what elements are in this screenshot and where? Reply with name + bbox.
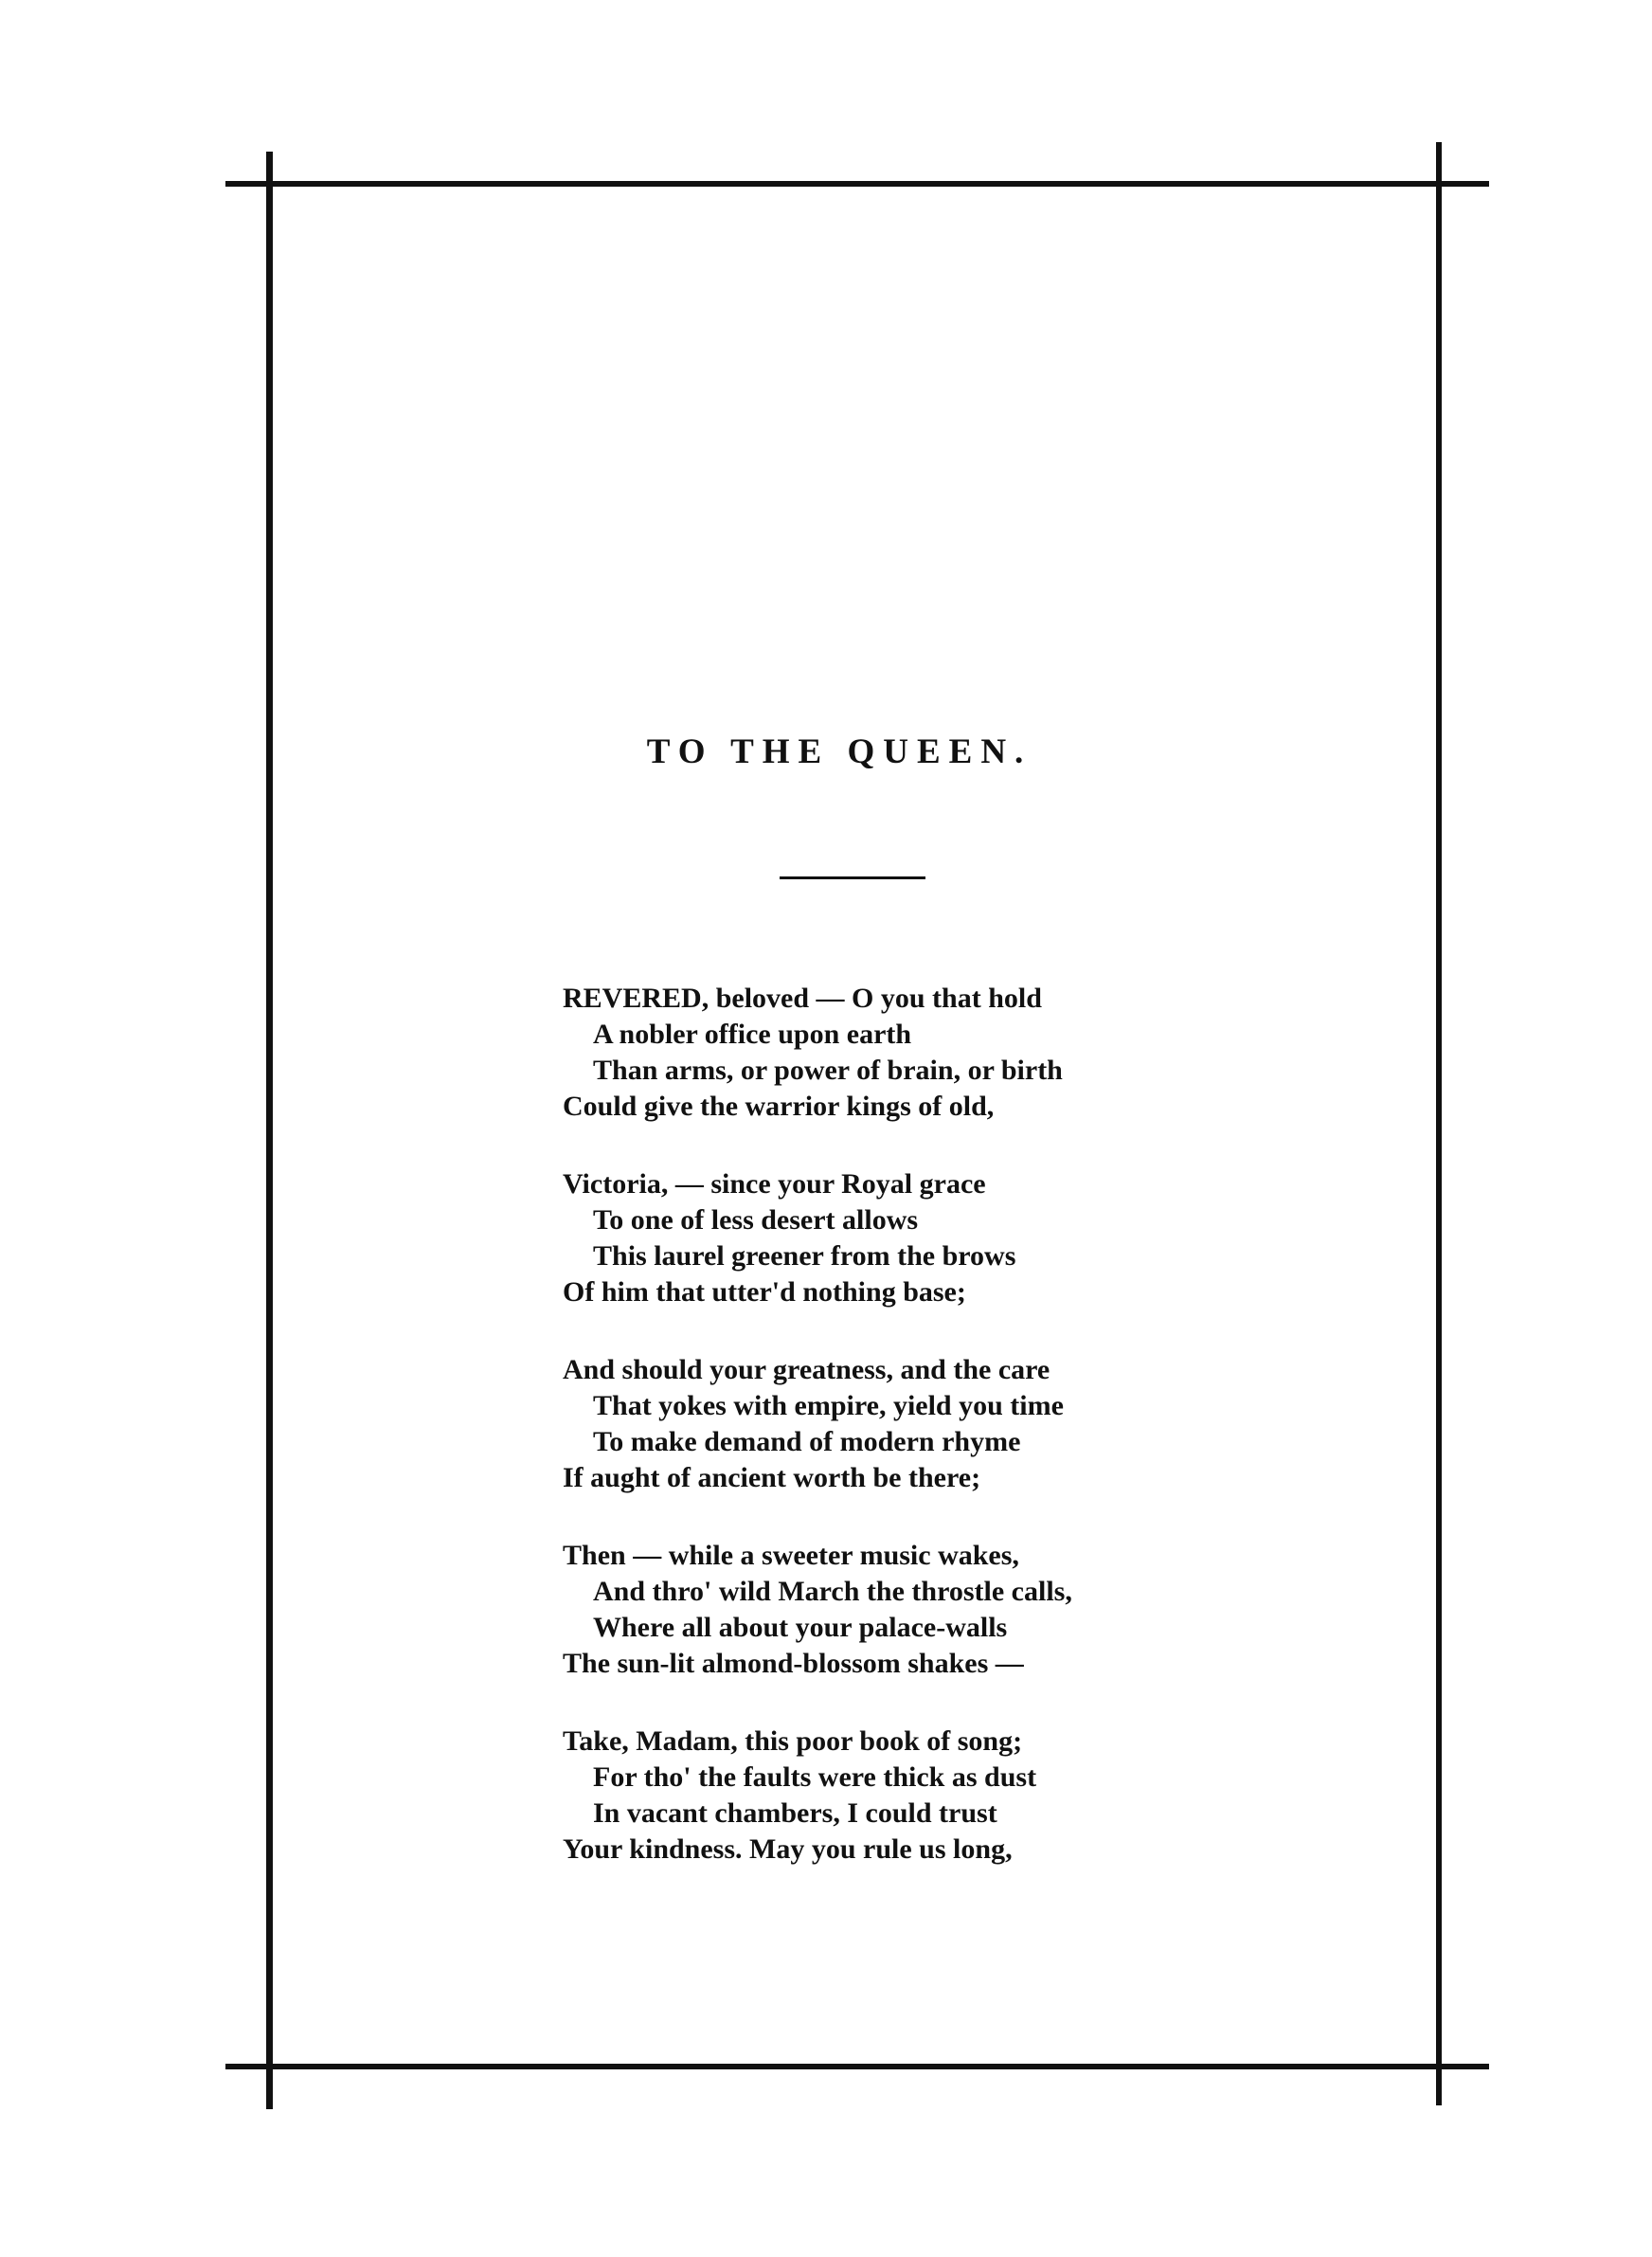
- poem-line: For tho' the faults were thick as dust: [593, 1761, 1037, 1793]
- stanza: [563, 1538, 1245, 1682]
- poem-line: Where all about your palace-walls: [593, 1612, 1008, 1643]
- poem-line: Of him that utter'd nothing base;: [563, 1276, 966, 1308]
- top-border-rule: [225, 181, 1489, 187]
- stanza: [563, 1166, 1245, 1310]
- stanza: [563, 1352, 1245, 1496]
- poem-line: And should your greatness, and the care: [563, 1354, 1050, 1385]
- poem-line: A nobler office upon earth: [593, 1019, 912, 1050]
- poem-line: The sun-lit almond-blossom shakes —: [563, 1648, 1024, 1679]
- poem-line: To one of less desert allows: [593, 1204, 919, 1236]
- bottom-border-rule: [225, 2064, 1489, 2069]
- poem-line: Victoria, — since your Royal grace: [563, 1168, 986, 1200]
- poem-body: [563, 981, 1245, 1909]
- poem-title: TO THE QUEEN.: [646, 732, 1032, 771]
- stanza: [563, 981, 1245, 1125]
- left-border-rule: [266, 152, 273, 2109]
- title-divider: [780, 876, 925, 879]
- poem-line: Then — while a sweeter music wakes,: [563, 1540, 1019, 1571]
- stanza: [563, 1724, 1245, 1868]
- poem-line: Than arms, or power of brain, or birth: [593, 1055, 1063, 1086]
- poem-line: To make demand of modern rhyme: [593, 1426, 1021, 1457]
- poem-line: That yokes with empire, yield you time: [593, 1390, 1064, 1421]
- poem-line: Take, Madam, this poor book of song;: [563, 1725, 1023, 1757]
- poem-line: In vacant chambers, I could trust: [593, 1797, 997, 1829]
- poem-line: This laurel greener from the brows: [593, 1240, 1016, 1272]
- right-border-rule: [1436, 142, 1442, 2105]
- poem-line: REVERED, beloved — O you that hold: [563, 983, 1042, 1014]
- poem-line: Your kindness. May you rule us long,: [563, 1833, 1013, 1865]
- poem-line: Could give the warrior kings of old,: [563, 1091, 995, 1122]
- poem-line: If aught of ancient worth be there;: [563, 1462, 981, 1493]
- poem-line: And thro' wild March the throstle calls,: [593, 1576, 1072, 1607]
